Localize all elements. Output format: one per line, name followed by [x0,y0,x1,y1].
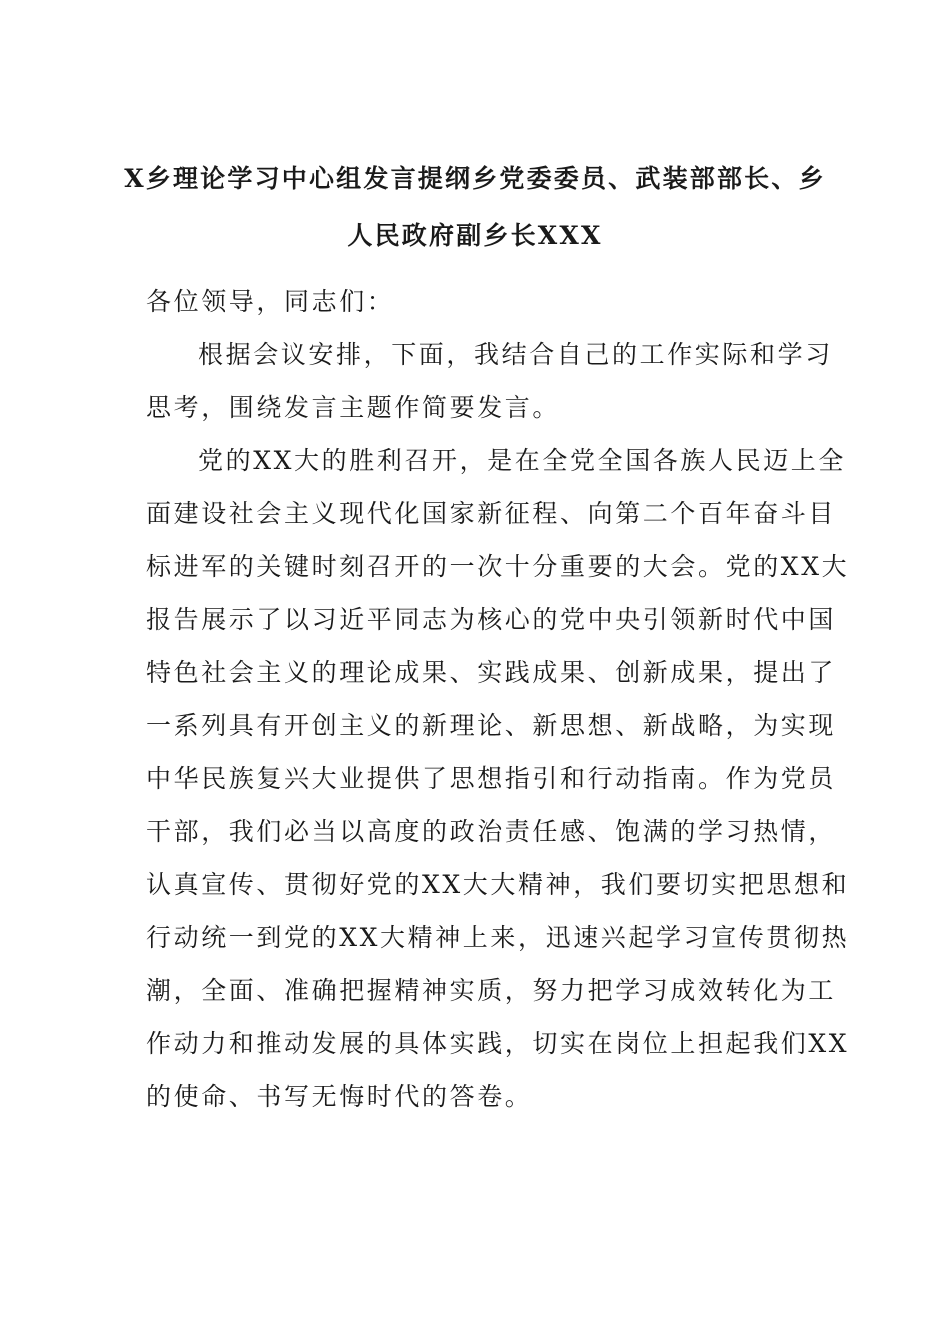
paragraph-line: 特色社会主义的理论成果、实践成果、创新成果，提出了 [146,658,837,687]
paragraph-line: 面建设社会主义现代化国家新征程、向第二个百年奋斗目 [146,499,837,528]
document-title [120,150,830,264]
paragraph-line: 认真宣传、贯彻好党的XX大大精神，我们要切实把思想和 [146,870,850,899]
paragraph-line: 中华民族复兴大业提供了思想指引和行动指南。作为党员 [146,764,837,793]
document-body [146,275,850,1123]
paragraph-line: 报告展示了以习近平同志为核心的党中央引领新时代中国 [146,605,837,634]
paragraph-line: 思考，围绕发言主题作简要发言。 [146,393,561,422]
paragraph-line: 标进军的关键时刻召开的一次十分重要的大会。党的XX大 [146,552,850,581]
paragraph-line: 行动统一到党的XX大精神上来，迅速兴起学习宣传贯彻热 [146,923,850,952]
title-line: 人民政府副乡长XXX [347,221,603,250]
title-line: X乡理论学习中心组发言提纲乡党委委员、武装部部长、乡 [124,164,826,193]
paragraph-line: 党的XX大的胜利召开，是在全党全国各族人民迈上全 [198,446,846,475]
paragraph-line: 作动力和推动发展的具体实践，切实在岗位上担起我们XX [146,1029,850,1058]
paragraph-line: 一系列具有开创主义的新理论、新思想、新战略，为实现 [146,711,837,740]
paragraph-line: 潮，全面、准确把握精神实质，努力把学习成效转化为工 [146,976,837,1005]
salutation: 各位领导，同志们： [146,287,395,316]
paragraph-line: 根据会议安排，下面，我结合自己的工作实际和学习 [198,340,833,369]
paragraph-line: 的使命、书写无悔时代的答卷。 [146,1082,533,1111]
paragraph-line: 干部，我们必当以高度的政治责任感、饱满的学习热情， [146,817,837,846]
